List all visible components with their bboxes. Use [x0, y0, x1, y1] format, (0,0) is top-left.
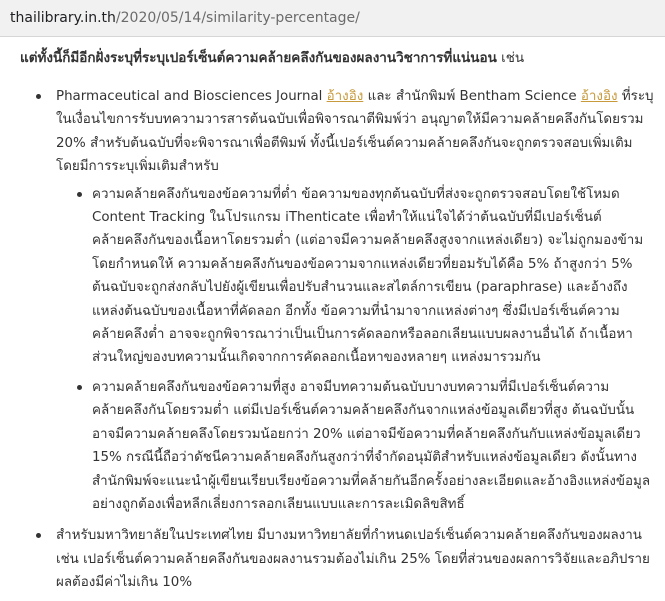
list-item-text-line — [56, 85, 654, 108]
address-bar[interactable] — [0, 0, 665, 37]
sub-item-text-line: อาจมีความคล้ายคลึงโดยรวมน้อยกว่า 20% แต่อาจมีข้อความที่คล้ายคลึงกันกับแหล่งข้อมูลเดียว — [92, 426, 641, 442]
sub-item-text-line: โดยกำหนดให้ ความคล้ายคลึงกันของข้อความจากแหล่งเดียวที่ยอมรับได้คือ 5% ถ้าสูงกว่า 5% — [92, 256, 633, 272]
list-item-journal-publisher — [20, 85, 654, 516]
list-item-text-line: โดยมีการระบุเพิ่มเติมสำหรับ — [56, 159, 219, 175]
bullet-icon — [77, 192, 82, 197]
sub-item-text-line: คล้ายคลึงกันโดยรวมต่ำ แต่มีเปอร์เซ็นต์ความคล้ายคลึงกันจากแหล่งข้อมูลเดียวที่สูง ต้นฉบับนั้น — [92, 403, 635, 419]
sub-item-text-line: ความคล้ายคลึงกันของข้อความที่ต่ำ ข้อความของทุกต้นฉบับที่ส่งจะถูกตรวจสอบโดยใช้โหมด — [92, 186, 620, 202]
sub-item-text-line: ต้นฉบับจะถูกส่งกลับไปยังผู้เขียนเพื่อปรับสำนวนและสไตล์การเขียน (paraphrase) และอ้างถึง — [92, 280, 628, 296]
bullet-icon — [36, 94, 41, 99]
list-item-thai-universities — [20, 524, 651, 594]
sub-item-text-line: แหล่งต้นฉบับของเนื้อหาที่คัดลอก อีกทั้ง ข้อความที่นำมาจากแหล่งต่างๆ ซึ่งมีเปอร์เซ็นต์ความ — [92, 303, 620, 319]
intro-tail-text: เช่น — [496, 50, 525, 66]
sub-item-text-line: ส่วนใหญ่ของบทความนั้นเกิดจากการคัดลอกเนื้อหาของหลายๆ แหล่งมารวมกัน — [92, 350, 541, 366]
sub-criteria-list — [56, 183, 651, 517]
reference-link-bentham[interactable]: อ้างอิง — [580, 89, 618, 104]
url-path: /2020/05/14/similarity-percentage/ — [115, 10, 360, 26]
sub-item-text-line: สำนักพิมพ์จะแนะนำผู้เขียนเรียบเรียงข้อความที่คล้ายกันอีกครั้งอย่างละเอียดและอ้างอิงแหล่งข้อมูล — [92, 473, 651, 489]
article-content — [0, 48, 665, 595]
url-domain: thailibrary.in.th — [10, 10, 116, 26]
sub-item-text-line: ความคล้ายคลึงกันของข้อความที่สูง อาจมีบทความต้นฉบับบางบทความที่มีเปอร์เซ็นต์ความ — [92, 379, 610, 395]
reference-link-journal[interactable]: อ้างอิง — [326, 89, 364, 104]
journal-name-text: Pharmaceutical and Biosciences Journal — [56, 89, 327, 104]
list-item-text-line: สำหรับมหาวิทยาลัยในประเทศไทย มีบางมหาวิทยาลัยที่กำหนดเปอร์เซ็นต์ความคล้ายคลึงกันของผลงาน — [56, 528, 642, 544]
line-suffix-text: ที่ระบุ — [617, 89, 654, 104]
sub-item-low-similarity — [56, 183, 651, 370]
intro-paragraph — [20, 48, 651, 68]
intro-bold-text: แต่ทั้งนี้ก็มีอีกฝั่งระบุที่ระบุเปอร์เซ็นต์ความคล้ายคลึงกันของผลงานวิชาการที่แน่นอน — [20, 50, 497, 66]
list-item-text-line: ในเงื่อนไขการรับบทความวารสารต้นฉบับเพื่อพิจารณาตีพิมพ์ว่า อนุญาตให้มีความคล้ายคลึงกันโดยรวม — [56, 112, 644, 128]
sub-item-text-line: 15% กรณีนี้ถือว่าดัชนีความคล้ายคลึงกันสูงกว่าที่จำกัดอนุมัติสำหรับแหล่งข้อมูลเดียว ดังนั้นทาง — [92, 450, 637, 466]
publisher-name-text: และ สำนักพิมพ์ Bentham Science — [363, 89, 581, 104]
criteria-list — [20, 85, 654, 595]
bullet-icon — [36, 533, 41, 538]
sub-item-text-line: คล้ายคลึงกันของเนื้อหาโดยรวมต่ำ (แต่อาจมีความคล้ายคลึงสูงจากแหล่งเดียว) จะไม่ถูกมองข้าม — [92, 233, 644, 249]
list-item-text-line: ผลต้องมีค่าไม่เกิน 10% — [56, 575, 193, 591]
list-item-text-line: 20% สำหรับต้นฉบับที่จะพิจารณาเพื่อตีพิมพ์ ทั้งนี้เปอร์เซ็นต์ความคล้ายคลึงกันจะถูกตรวจสอบเพิ่มเติม — [56, 135, 633, 151]
bullet-icon — [77, 385, 82, 390]
sub-item-text-line: คล้ายคลึงต่ำ อาจจะถูกพิจารณาว่าเป็นเป็นการคัดลอกหรือลอกเลียนแบบผลงานอื่นได้ ถ้าเนื้อหา — [92, 327, 633, 343]
sub-item-high-similarity — [56, 376, 651, 516]
sub-item-text-line: อย่างถูกต้องเพื่อหลีกเลี่ยงการลอกเลียนแบบและการละเมิดลิขสิทธิ์ — [92, 496, 465, 512]
sub-item-text-line: Content Tracking ในโปรแกรม iThenticate เพื่อทำให้แน่ใจได้ว่าต้นฉบับที่มีเปอร์เซ็นต์ — [92, 210, 602, 226]
list-item-text-line: เช่น เปอร์เซ็นต์ความคล้ายคลึงกันของผลงานรวมต้องไม่เกิน 25% โดยที่ส่วนของผลการวิจัยและอภิปราย — [56, 551, 650, 567]
